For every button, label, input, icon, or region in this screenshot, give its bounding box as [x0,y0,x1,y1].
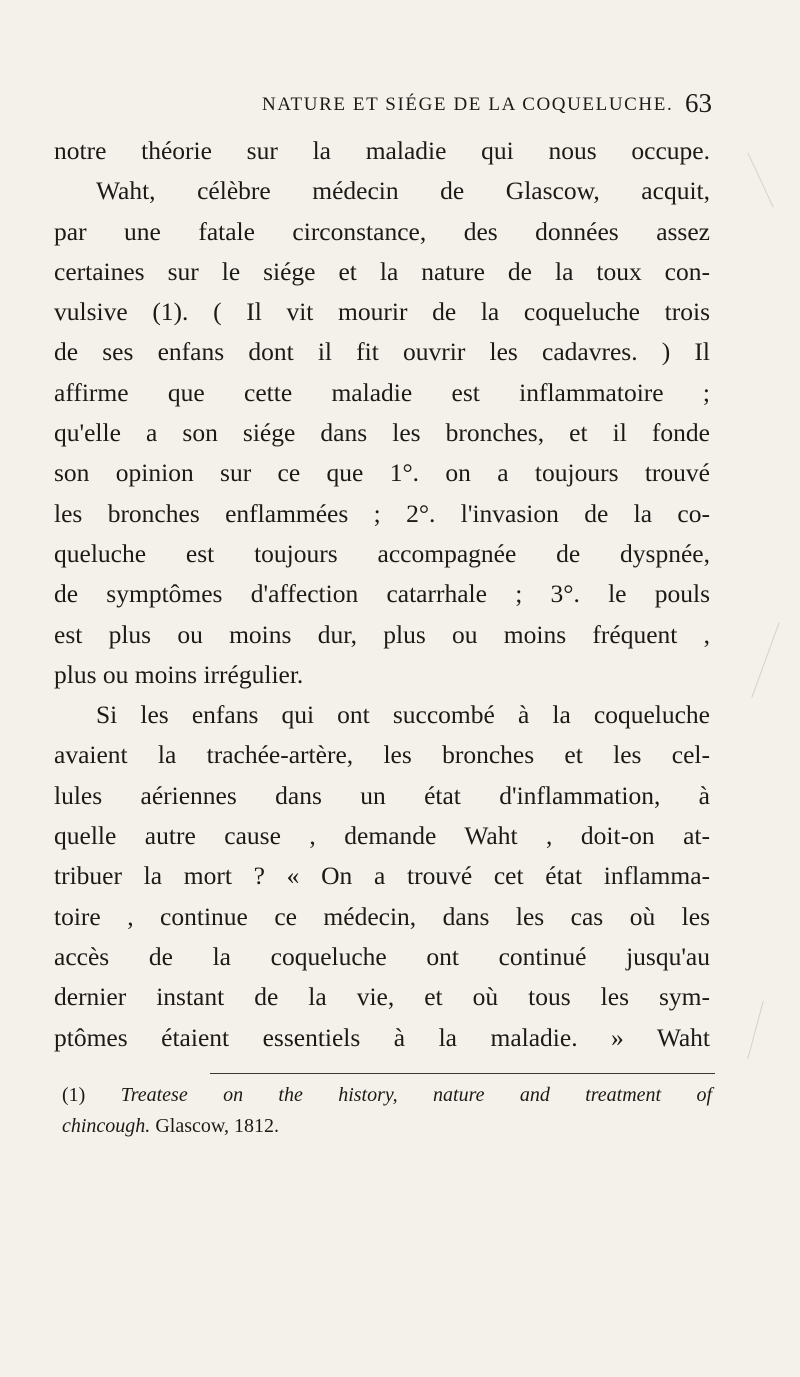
running-title: NATURE ET SIÉGE DE LA COQUELUCHE. [262,94,674,115]
footnote-marker: (1) [62,1084,86,1106]
text-line: plus ou moins irrégulier. [54,659,304,689]
text-line: affirme que cette maladie est inflammatoire ; [54,377,710,407]
text-line: par une fatale circonstance, des données assez [54,216,710,246]
footnote-line [62,1111,712,1142]
footnote-rule [210,1073,715,1074]
text-line: certaines sur le siége et la nature de la toux con- [54,256,710,286]
text-line: son opinion sur ce que 1°. on a toujours trouvé [54,458,710,488]
text-line: vulsive (1). ( Il vit mourir de la coqueluche trois [54,297,710,327]
margin-stain [747,153,773,208]
text-line: avaient la trachée-artère, les bronches et les cel- [54,740,710,770]
footnote-title-cont: chincough. [62,1115,151,1137]
text-line: Waht, célèbre médecin de Glascow, acquit, [96,176,710,206]
margin-stain [747,1001,763,1059]
main-text [54,131,710,1058]
text-line: Si les enfans qui ont succombé à la coqueluche [96,700,710,730]
footnote-title: Treatese on the history, nature and treatment of [120,1084,713,1106]
footnote-place-date: Glascow, 1812. [155,1115,279,1137]
text-line: est plus ou moins dur, plus ou moins fréquent , [54,619,710,649]
text-line: dernier instant de la vie, et où tous les sym- [54,982,710,1012]
footnote [62,1080,712,1142]
text-line: tribuer la mort ? « On a trouvé cet état inflamma- [54,861,710,891]
text-line: notre théorie sur la maladie qui nous occupe. [54,136,710,165]
text-line: les bronches enflammées ; 2°. l'invasion de la co- [54,498,710,528]
text-line: queluche est toujours accompagnée de dyspnée, [54,538,710,568]
text-line: qu'elle a son siége dans les bronches, et il fonde [54,418,710,448]
footnote-line [62,1080,712,1111]
text-line: ptômes étaient essentiels à la maladie. » Waht [54,1022,710,1052]
page-number: 63 [685,88,712,118]
text-line: de symptômes d'affection catarrhale ; 3°. le pouls [54,579,710,609]
text-line: lules aériennes dans un état d'inflammation, à [54,780,710,810]
text-line: quelle autre cause , demande Waht , doit-on at- [54,821,710,851]
text-line: accès de la coqueluche ont continué jusqu'au [54,941,710,971]
text-line: de ses enfans dont il fit ouvrir les cadavres. ) Il [54,337,710,367]
running-header [262,88,712,118]
text-line: toire , continue ce médecin, dans les cas où les [54,901,710,931]
margin-stain [751,622,779,698]
